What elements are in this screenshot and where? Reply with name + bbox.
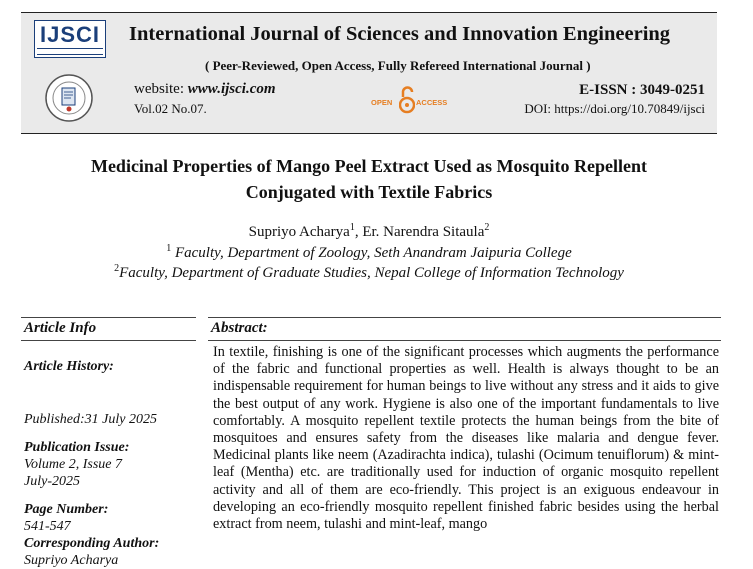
- corresponding-author-label: Corresponding Author:: [24, 536, 160, 551]
- publication-issue-label: Publication Issue:: [24, 440, 130, 455]
- journal-seal-icon: [44, 73, 94, 123]
- journal-logo: [34, 20, 106, 58]
- author-affiliation-mark: 1: [349, 222, 355, 233]
- divider: [21, 340, 196, 341]
- open-access-label-left: OPEN: [371, 98, 393, 107]
- page-number-value: 541-547: [24, 519, 71, 534]
- doi-link[interactable]: DOI: https://doi.org/10.70849/ijsci: [524, 101, 705, 116]
- open-lock-icon: [399, 85, 415, 115]
- website-line: [134, 81, 276, 98]
- eissn: E-ISSN : 3049-0251: [579, 82, 705, 98]
- publication-issue-date: July-2025: [24, 474, 80, 489]
- divider: [21, 317, 196, 318]
- affiliation-text: Faculty, Department of Zoology, Seth Anandram Jaipuria College: [171, 245, 572, 261]
- divider: [208, 317, 721, 318]
- article-info-heading: Article Info: [24, 320, 97, 336]
- volume-info: Vol.02 No.07.: [134, 101, 207, 116]
- website-link[interactable]: www.ijsci.com: [187, 81, 276, 97]
- paper-title-line-1: Medicinal Properties of Mango Peel Extract Used as Mosquito Repellent: [90, 156, 648, 176]
- website-label: website:: [134, 81, 184, 97]
- affiliation-text: Faculty, Department of Graduate Studies, Nepal College of Information Technology: [119, 265, 624, 281]
- paper-title: [21, 153, 717, 205]
- divider: [208, 340, 721, 341]
- author-name: , Er. Narendra Sitaula: [354, 224, 485, 240]
- open-access-label-right: ACCESS: [416, 98, 448, 107]
- header-bottom-rule: [21, 133, 717, 134]
- article-history-label: Article History:: [24, 359, 114, 374]
- author-affiliation-mark: 2: [484, 222, 490, 233]
- paper-title-line-2: Conjugated with Textile Fabrics: [245, 182, 493, 202]
- logo-text: IJSCI: [39, 22, 101, 47]
- journal-subtitle: ( Peer-Reviewed, Open Access, Fully Refereed International Journal ): [205, 58, 591, 73]
- open-access-badge: [371, 85, 453, 119]
- publication-issue-volume: Volume 2, Issue 7: [24, 457, 122, 472]
- abstract-text: In textile, finishing is one of the significant processes which augments the performance of the fabric and functional properties as well. Health is always thought to be an indispensable requirement for human beings to live without any stress and it aids to give the best output of any work. Hygiene is also one of the important fundamentals to live comfortably. A mosquito repellent textile protects the human beings from the bite of mosquitoes and ensures safety from the diseases like malaria and dengue fever. Medicinal plants like neem (Azadirachta indica), tulashi (Ocimum tenuiflorum) & mint-leaf (Mentha) etc. are traditionally used for induction of organic mosquito repellent activity and all of them are eco-friendly. This project is an exiguous endeavour in developing an eco-friendly mosquito repellent finished fabric besides using the herbal extract from neem, tulashi and mint-leaf, mango: [213, 344, 719, 533]
- abstract-heading: Abstract:: [211, 320, 268, 336]
- affiliation-2: [21, 259, 717, 283]
- affiliation-mark: 1: [166, 243, 172, 254]
- journal-header: [21, 13, 717, 133]
- published-date: Published:31 July 2025: [24, 412, 157, 427]
- corresponding-author-name: Supriyo Acharya: [24, 553, 119, 568]
- affiliation-mark: 2: [114, 263, 120, 274]
- page-number-label: Page Number:: [24, 502, 109, 517]
- author-name: Supriyo Acharya: [248, 224, 350, 240]
- journal-title: International Journal of Sciences and Innovation Engineering: [129, 23, 671, 45]
